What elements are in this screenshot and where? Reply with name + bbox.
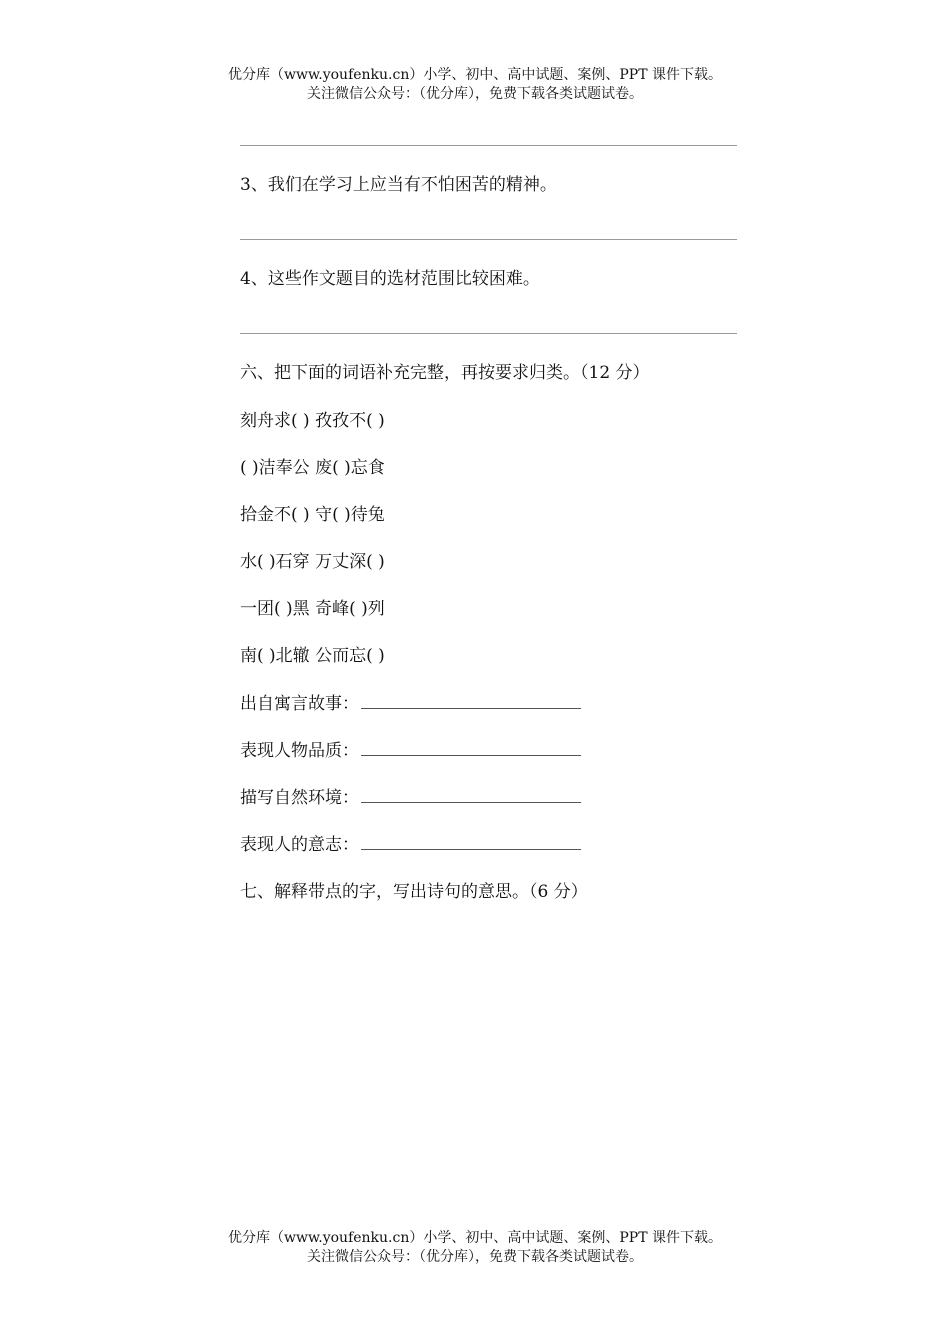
category-will: [240, 834, 581, 856]
category-character-blank[interactable]: [361, 741, 581, 756]
page-footer: [0, 1229, 950, 1267]
category-will-blank[interactable]: [361, 835, 581, 850]
question-3: 3、我们在学习上应当有不怕困苦的精神。: [240, 175, 557, 195]
section-7-title: 七、解释带点的字，写出诗句的意思。（6 分）: [240, 882, 588, 902]
answer-line-2: [240, 145, 737, 146]
category-nature-label: 描写自然环境：: [240, 788, 359, 808]
section-6-title: 六、把下面的词语补充完整，再按要求归类。（12 分）: [240, 363, 650, 383]
category-will-label: 表现人的意志：: [240, 835, 359, 855]
category-nature: [240, 787, 581, 809]
category-fable-label: 出自寓言故事：: [240, 694, 359, 714]
idiom-row-5: 一团( )黑 奇峰( )列: [240, 599, 385, 619]
idiom-row-6: 南( )北辙 公而忘( ): [240, 646, 385, 666]
category-character-label: 表现人物品质：: [240, 741, 359, 761]
idiom-row-1: 刻舟求( ) 孜孜不( ): [240, 411, 385, 431]
idiom-row-3: 拾金不( ) 守( )待兔: [240, 505, 385, 525]
header-line-1: 优分库（www.youfenku.cn）小学、初中、高中试题、案例、PPT 课件下载。: [227, 67, 722, 83]
header-line-2: 关注微信公众号：（优分库），免费下载各类试题试卷。: [307, 86, 643, 102]
category-nature-blank[interactable]: [361, 788, 581, 803]
category-fable: [240, 693, 581, 715]
page-header: [0, 66, 950, 104]
footer-line-1: 优分库（www.youfenku.cn）小学、初中、高中试题、案例、PPT 课件下载。: [227, 1230, 722, 1246]
idiom-row-2: ( )洁奉公 废( )忘食: [240, 458, 385, 478]
answer-line-4: [240, 333, 737, 334]
category-fable-blank[interactable]: [361, 694, 581, 709]
question-4: 4、这些作文题目的选材范围比较困难。: [240, 269, 540, 289]
footer-line-2: 关注微信公众号：（优分库），免费下载各类试题试卷。: [307, 1249, 643, 1265]
idiom-row-4: 水( )石穿 万丈深( ): [240, 552, 385, 572]
answer-line-3: [240, 239, 737, 240]
category-character: [240, 740, 581, 762]
